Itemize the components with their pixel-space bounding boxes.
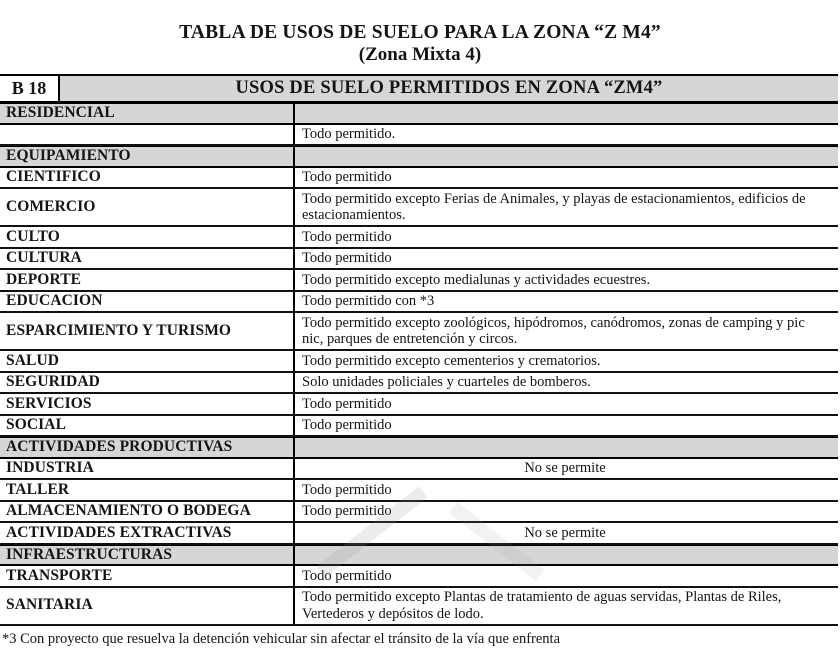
row-value — [295, 147, 838, 166]
table-row — [0, 459, 838, 481]
land-use-table — [0, 74, 838, 626]
row-value: Todo permitido excepto cementerios y crematorios. — [302, 352, 601, 369]
table-row — [0, 523, 838, 545]
table-row — [0, 189, 838, 227]
row-label: RESIDENCIAL — [0, 104, 295, 123]
row-value: Todo permitido excepto medialunas y actividades ecuestres. — [302, 271, 651, 288]
row-label: ALMACENAMIENTO O BODEGA — [0, 502, 295, 522]
row-label: SALUD — [0, 351, 295, 371]
table-row — [0, 502, 838, 524]
row-label: SOCIAL — [0, 416, 295, 436]
row-value: Todo permitido — [302, 481, 392, 498]
row-value: Todo permitido excepto Ferias de Animales, y playas de estacionamientos, edificios de estacionamientos. — [302, 190, 806, 223]
row-value: Todo permitido. — [302, 126, 396, 142]
row-label: ACTIVIDADES PRODUCTIVAS — [0, 438, 295, 457]
table-row-section — [0, 103, 838, 125]
row-label: ESPARCIMIENTO Y TURISMO — [0, 313, 295, 349]
row-label: SERVICIOS — [0, 394, 295, 414]
row-label: DEPORTE — [0, 270, 295, 290]
table-row — [0, 480, 838, 502]
row-label: SANITARIA — [0, 588, 295, 624]
row-label: EQUIPAMIENTO — [0, 147, 295, 166]
table-row — [0, 394, 838, 416]
table-row — [0, 313, 838, 351]
row-value — [295, 438, 838, 457]
table-row — [0, 270, 838, 292]
row-value: No se permite — [524, 524, 606, 541]
table-row — [0, 566, 838, 588]
row-label: INDUSTRIA — [0, 459, 295, 479]
row-value: Todo permitido — [302, 417, 392, 433]
row-label: CULTO — [0, 227, 295, 247]
title-block — [0, 22, 840, 66]
row-value: Solo unidades policiales y cuarteles de bomberos. — [302, 374, 591, 390]
row-label: CULTURA — [0, 249, 295, 269]
row-value: Todo permitido — [302, 250, 392, 266]
row-label: ACTIVIDADES EXTRACTIVAS — [0, 523, 295, 543]
row-value: Todo permitido excepto Plantas de tratamiento de aguas servidas, Plantas de Riles, Vertederos y depósitos de lodo. — [302, 589, 782, 622]
table-row — [0, 125, 838, 147]
row-label: INFRAESTRUCTURAS — [0, 546, 295, 565]
page-subtitle: (Zona Mixta 4) — [358, 44, 482, 65]
table-row — [0, 416, 838, 438]
table-row — [0, 249, 838, 271]
table-row-section — [0, 545, 838, 567]
table-row-section — [0, 146, 838, 168]
row-label: EDUCACION — [0, 292, 295, 312]
row-label: SEGURIDAD — [0, 373, 295, 393]
row-value: No se permite — [524, 460, 606, 476]
table-row — [0, 168, 838, 190]
row-value: Todo permitido — [302, 169, 392, 185]
row-value: Todo permitido — [302, 567, 392, 584]
row-value: Todo permitido con *3 — [302, 293, 435, 309]
row-value: Todo permitido — [302, 503, 392, 519]
row-label: CIENTIFICO — [0, 168, 295, 188]
table-header-row — [0, 76, 838, 103]
table-code: B 18 — [0, 76, 60, 101]
row-label — [0, 125, 295, 145]
row-value: Todo permitido excepto zoológicos, hipódromos, canódromos, zonas de camping y pic nic, parques de entretención y circos. — [302, 314, 805, 347]
table-row-section — [0, 437, 838, 459]
footnote: *3 Con proyecto que resuelva la detención vehicular sin afectar el tránsito de la vía que enfrenta — [2, 630, 561, 647]
table-row — [0, 351, 838, 373]
row-value: Todo permitido — [302, 228, 392, 245]
table-row — [0, 227, 838, 249]
row-label: COMERCIO — [0, 189, 295, 225]
page-title: TABLA DE USOS DE SUELO PARA LA ZONA “Z M4” — [179, 22, 661, 43]
row-label: TALLER — [0, 480, 295, 500]
table-row — [0, 588, 838, 626]
row-value — [295, 104, 838, 123]
table-header-title: USOS DE SUELO PERMITIDOS EN ZONA “ZM4” — [60, 76, 838, 101]
table-row — [0, 373, 838, 395]
row-value: Todo permitido — [302, 395, 392, 412]
row-label: TRANSPORTE — [0, 566, 295, 586]
table-row — [0, 292, 838, 314]
row-value — [295, 546, 838, 565]
